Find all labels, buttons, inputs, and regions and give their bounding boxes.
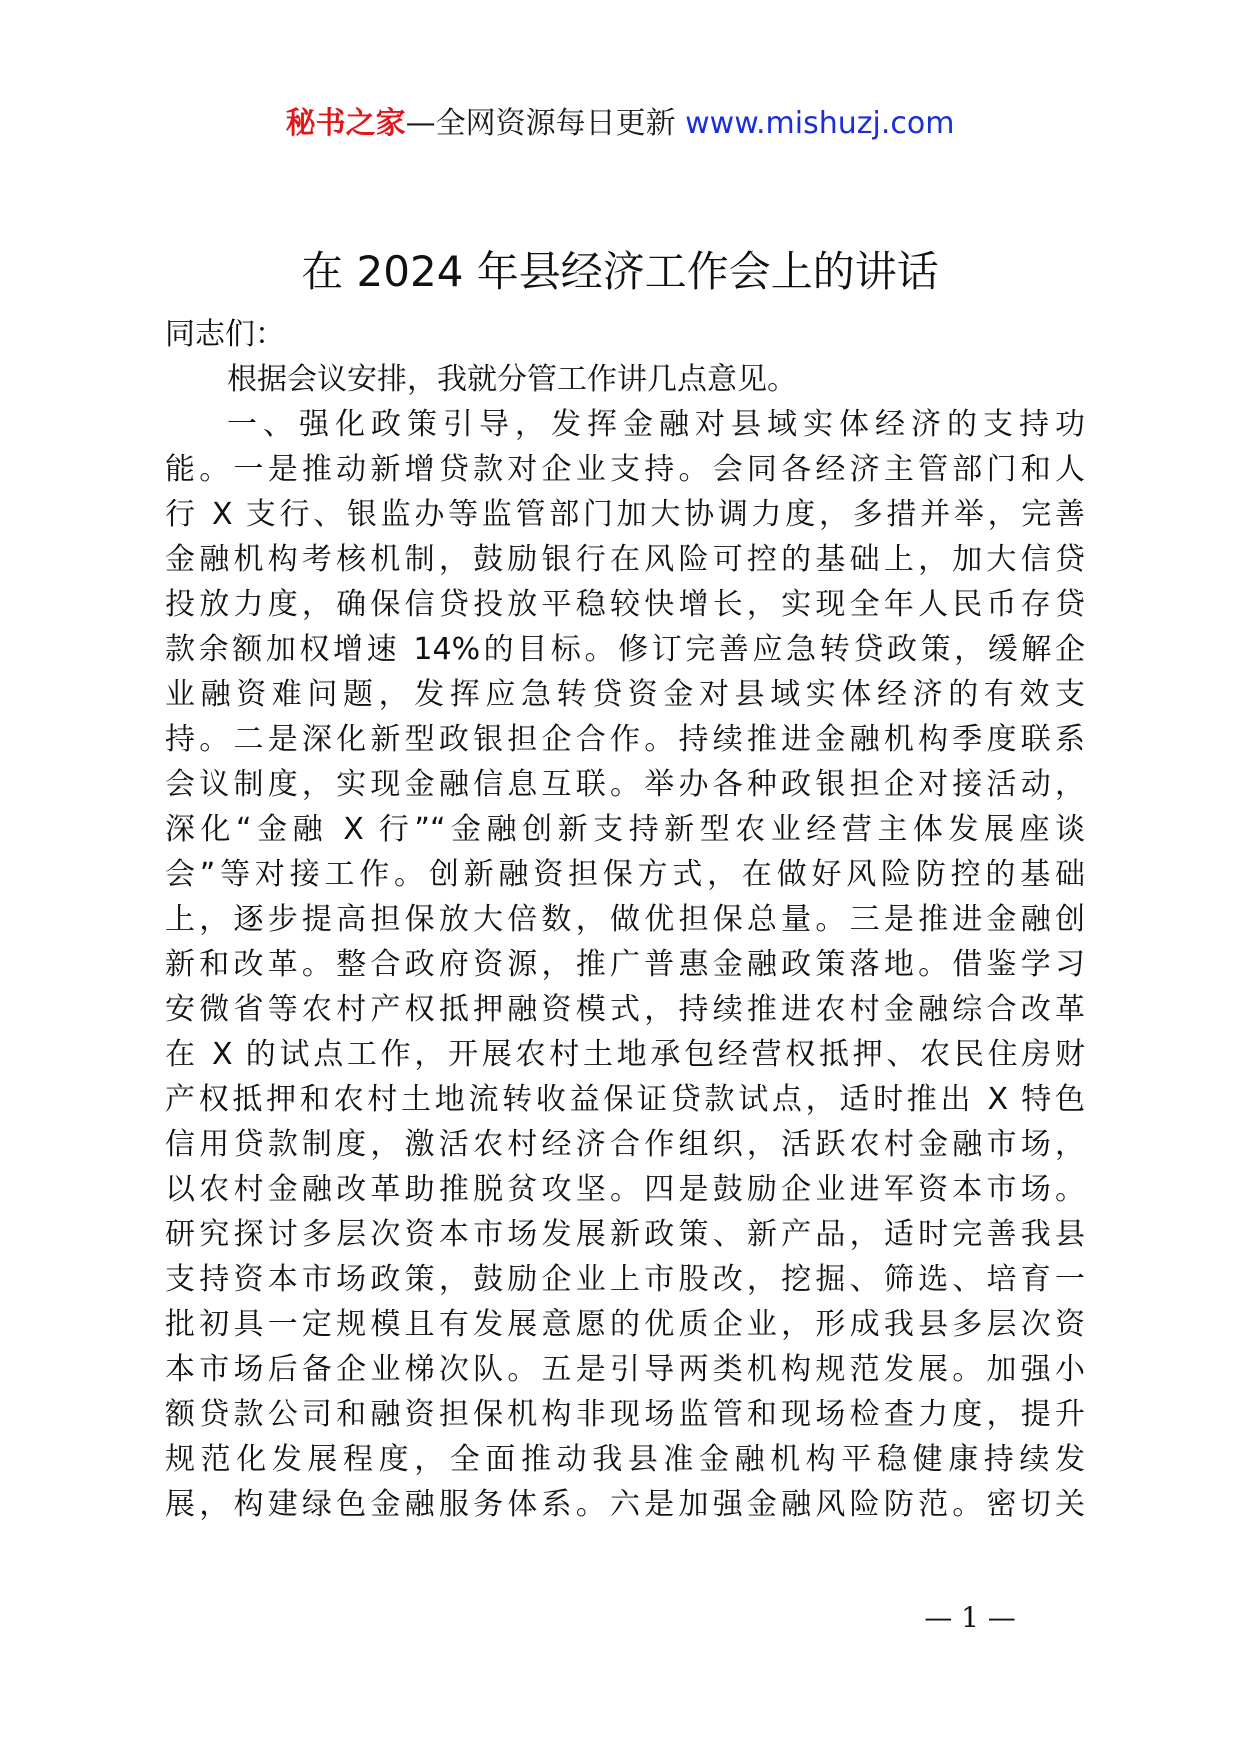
body-line: 行 X 支行、银监办等监管部门加大协调力度，多措并举，完善	[165, 497, 1085, 532]
body-line: 以农村金融改革助推脱贫攻坚。四是鼓励企业进军资本市场。	[165, 1172, 1085, 1207]
body-line: 额贷款公司和融资担保机构非现场监管和现场检查力度，提升	[165, 1397, 1085, 1432]
body-line: 会议制度，实现金融信息互联。举办各种政银担企对接活动，	[165, 767, 1085, 802]
body-line: 投放力度，确保信贷投放平稳较快增长，实现全年人民币存贷	[165, 587, 1085, 622]
body-line: 信用贷款制度，激活农村经济合作组织，活跃农村金融市场，	[165, 1127, 1085, 1162]
body-line: 研究探讨多层次资本市场发展新政策、新产品，适时完善我县	[165, 1217, 1085, 1252]
body-line: 规范化发展程度，全面推动我县准金融机构平稳健康持续发	[165, 1442, 1085, 1477]
body-line: 本市场后备企业梯次队。五是引导两类机构规范发展。加强小	[165, 1352, 1085, 1387]
site-header	[0, 100, 1240, 148]
body-line: 展，构建绿色金融服务体系。六是加强金融风险防范。密切关	[165, 1487, 1085, 1522]
body-line: 在 X 的试点工作，开展农村土地承包经营权抵押、农民住房财	[165, 1037, 1085, 1072]
site-url-link[interactable]: www.mishuzj.com	[685, 106, 955, 141]
salutation-line: 同志们：	[165, 317, 285, 352]
body-line: 根据会议安排，我就分管工作讲几点意见。	[227, 362, 797, 397]
document-body	[165, 312, 1085, 1527]
body-line: 支持资本市场政策，鼓励企业上市股改，挖掘、筛选、培育一	[165, 1262, 1085, 1297]
body-line: 上，逐步提高担保放大倍数，做优担保总量。三是推进金融创	[165, 902, 1085, 937]
body-line: 持。二是深化新型政银担企合作。持续推进金融机构季度联系	[165, 722, 1085, 757]
brand-name: 秘书之家	[285, 106, 406, 141]
body-line: 批初具一定规模且有发展意愿的优质企业，形成我县多层次资	[165, 1307, 1085, 1342]
body-line: 金融机构考核机制，鼓励银行在风险可控的基础上，加大信贷	[165, 542, 1085, 577]
body-line: 新和改革。整合政府资源，推广普惠金融政策落地。借鉴学习	[165, 947, 1085, 982]
body-line: 产权抵押和农村土地流转收益保证贷款试点，适时推出 X 特色	[165, 1082, 1085, 1117]
body-line: 能。一是推动新增贷款对企业支持。会同各经济主管部门和人	[165, 452, 1085, 487]
header-tagline: —全网资源每日更新	[405, 106, 676, 141]
body-line: 深化“金融 X 行”“金融创新支持新型农业经营主体发展座谈	[165, 812, 1085, 847]
body-line: 业融资难问题，发挥应急转贷资金对县域实体经济的有效支	[165, 677, 1085, 712]
body-line: 款余额加权增速 14%的目标。修订完善应急转贷政策，缓解企	[165, 632, 1085, 667]
page-number: — 1 —	[924, 1601, 1016, 1634]
body-line: 会”等对接工作。创新融资担保方式，在做好风险防控的基础	[165, 857, 1085, 892]
body-line: 安微省等农村产权抵押融资模式，持续推进农村金融综合改革	[165, 992, 1085, 1027]
section-heading-line: 一、强化政策引导，发挥金融对县域实体经济的支持功	[227, 407, 1085, 442]
document-title: 在 2024 年县经济工作会上的讲话	[301, 247, 939, 296]
